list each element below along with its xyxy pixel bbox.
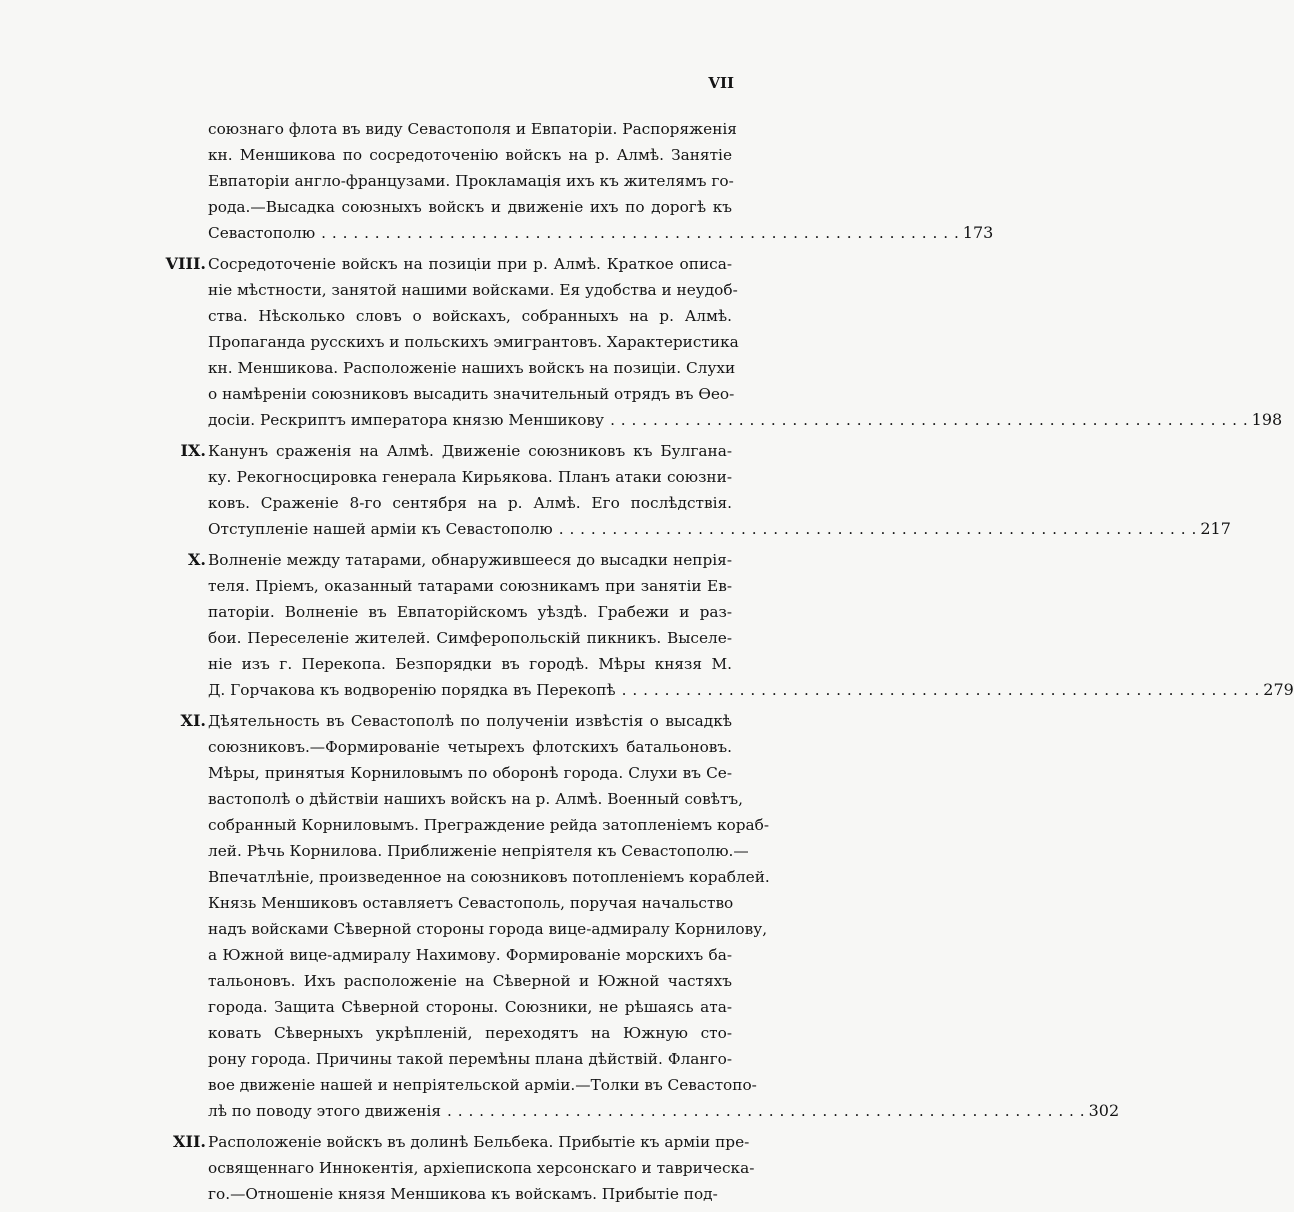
toc-line: собранный Корниловымъ. Преграждение рейда затопленіемъ кораб- [208, 816, 770, 834]
toc-line: Д. Горчакова къ водворенію порядка въ Перекопѣ [208, 681, 616, 699]
toc-line: ніе изъ г. Перекопа. Безпорядки въ городѣ. Мѣры князя М. [208, 655, 732, 673]
toc-line: Дѣятельность въ Севастополѣ по полученіи извѣстія о высадкѣ [208, 712, 732, 730]
toc-line: бои. Переселеніе жителей. Симферопольскій пикникъ. Выселе- [208, 629, 732, 647]
toc-line: Сосредоточеніе войскъ на позиціи при р. Алмѣ. Краткое описа- [208, 255, 732, 273]
toc-line: рону города. Причины такой перемѣны плана дѣйствій. Фланго- [208, 1050, 732, 1068]
toc-line: Волненіе между татарами, обнаружившееся до высадки непрія- [208, 551, 732, 569]
toc-line: тальоновъ. Ихъ расположеніе на Сѣверной и Южной частяхъ [208, 972, 732, 990]
toc-line: Канунъ сраженія на Алмѣ. Движеніе союзниковъ къ Булгана- [208, 442, 732, 460]
toc-line: ковать Сѣверныхъ укрѣпленій, переходятъ на Южную сто- [208, 1024, 732, 1042]
toc-final-line [208, 1098, 1120, 1124]
toc-line: освященнаго Иннокентія, архіепископа херсонскаго и таврическа- [208, 1159, 755, 1177]
toc-line: лей. Рѣчь Корнилова. Приближеніе непріятеля къ Севастополю.— [208, 842, 749, 860]
toc-entry [0, 251, 1283, 433]
toc-line: вое движеніе нашей и непріятельской арміи.—Толки въ Севастопо- [208, 1076, 757, 1094]
toc-line: ства. Нѣсколько словъ о войскахъ, собранныхъ на р. Алмѣ. [208, 307, 732, 325]
dot-leader: . . . . . . . . . . . . . . . . . . . . . . . . . . . . . . . . . . . . . . . . . . . . . . . . . . . . . . . . . . . . [621, 681, 1260, 699]
toc-line: ковъ. Сраженіе 8-го сентября на р. Алмѣ. Его послѣдствія. [208, 494, 732, 512]
toc-final-line [208, 677, 1294, 703]
chapter-numeral: IX. [180, 441, 206, 460]
toc-line: Впечатлѣніе, произведенное на союзниковъ потопленіемъ кораблей. [208, 868, 770, 886]
chapter-numeral: XI. [180, 711, 206, 730]
toc-line: надъ войсками Сѣверной стороны города вице-адмиралу Корнилову, [208, 920, 768, 938]
dot-leader: . . . . . . . . . . . . . . . . . . . . . . . . . . . . . . . . . . . . . . . . . . . . . . . . . . . . . . . . . . . . [321, 224, 960, 242]
page-ref: 279 [1263, 680, 1294, 699]
toc-line: ніе мѣстности, занятой нашими войсками. Ея удобства и неудоб- [208, 281, 738, 299]
toc-line: досіи. Рескриптъ императора князю Меншикову [208, 411, 605, 429]
toc-line: Евпаторіи англо-французами. Прокламація ихъ къ жителямъ го- [208, 172, 734, 190]
toc-line: вастополѣ о дѣйствіи нашихъ войскъ на р. Алмѣ. Военный совѣтъ, [208, 790, 744, 808]
toc-line: Пропаганда русскихъ и польскихъ эмигрантовъ. Характеристика [208, 333, 739, 351]
dot-leader: . . . . . . . . . . . . . . . . . . . . . . . . . . . . . . . . . . . . . . . . . . . . . . . . . . . . . . . . . . . . [610, 411, 1249, 429]
page-ref: 302 [1088, 1101, 1120, 1120]
toc-line: Князь Меншиковъ оставляетъ Севастополь, поручая начальство [208, 894, 734, 912]
toc-final-line [208, 220, 994, 246]
toc-line: теля. Пріемъ, оказанный татарами союзникамъ при занятіи Ев- [208, 577, 732, 595]
toc-line: кн. Меншикова по сосредоточенію войскъ на р. Алмѣ. Занятіе [208, 146, 732, 164]
page-number: VII [708, 74, 734, 92]
chapter-numeral: VIII. [165, 254, 206, 273]
dot-leader: . . . . . . . . . . . . . . . . . . . . . . . . . . . . . . . . . . . . . . . . . . . . . . . . . . . . . . . . . . . . [447, 1102, 1086, 1120]
page-ref: 217 [1200, 519, 1231, 538]
page-ref: 198 [1251, 410, 1283, 429]
toc-entry [0, 1129, 840, 1207]
dot-leader: . . . . . . . . . . . . . . . . . . . . . . . . . . . . . . . . . . . . . . . . . . . . . . . . . . . . . . . . . . . . [558, 520, 1197, 538]
toc-line: рода.—Высадка союзныхъ войскъ и движеніе ихъ по дорогѣ къ [208, 198, 732, 216]
toc-final-line [208, 407, 1283, 433]
toc-line: лѣ по поводу этого движенія [208, 1102, 441, 1120]
toc-entry [0, 547, 1294, 703]
toc-line: о намѣреніи союзниковъ высадить значительный отрядъ въ Ѳео- [208, 385, 735, 403]
toc-line: Отступленіе нашей арміи къ Севастополю [208, 520, 553, 538]
toc-final-line [208, 516, 1231, 542]
toc-line: го.—Отношеніе князя Меншикова къ войскамъ. Прибытіе под- [208, 1185, 718, 1203]
toc-line: паторіи. Волненіе въ Евпаторійскомъ уѣздѣ. Грабежи и раз- [208, 603, 732, 621]
table-of-contents [0, 116, 1294, 1212]
toc-line: а Южной вице-адмиралу Нахимову. Формированіе морскихъ ба- [208, 946, 732, 964]
toc-line: союзниковъ.—Формированіе четырехъ флотскихъ батальоновъ. [208, 738, 732, 756]
toc-line: города. Защита Сѣверной стороны. Союзники, не рѣшаясь ата- [208, 998, 732, 1016]
toc-line: кн. Меншикова. Расположеніе нашихъ войскъ на позиціи. Слухи [208, 359, 736, 377]
toc-entry [0, 116, 994, 246]
chapter-numeral: X. [188, 550, 206, 569]
page-ref: 173 [962, 223, 994, 242]
toc-line: Расположеніе войскъ въ долинѣ Бельбека. Прибытіе къ арміи пре- [208, 1133, 750, 1151]
toc-entry [0, 438, 1231, 542]
toc-line: ку. Рекогносцировка генерала Кирьякова. Планъ атаки союзни- [208, 468, 732, 486]
chapter-numeral: XII. [173, 1132, 206, 1151]
toc-entry [0, 708, 1120, 1124]
toc-line: союзнаго флота въ виду Севастополя и Евпаторіи. Распоряженія [208, 120, 737, 138]
toc-line: Мѣры, принятыя Корниловымъ по оборонѣ города. Слухи въ Се- [208, 764, 732, 782]
toc-line: Севастополю [208, 224, 316, 242]
